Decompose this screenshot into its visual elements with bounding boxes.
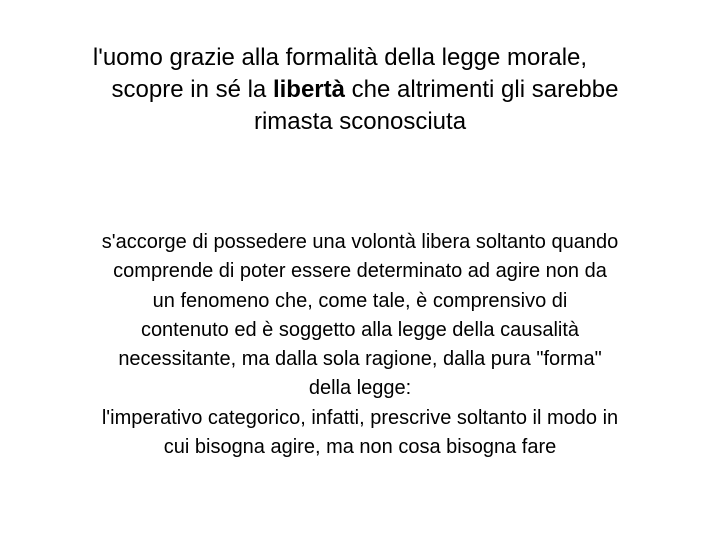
- body-line: cui bisogna agire, ma non cosa bisogna fare: [163, 436, 557, 459]
- body-text: [30, 228, 690, 462]
- body-line: contenuto ed è soggetto alla legge della causalità: [140, 318, 580, 341]
- slide-title: [40, 42, 680, 138]
- title-text: che altrimenti gli sarebbe: [344, 76, 619, 103]
- body-line: s'accorge di possedere una volontà libera soltanto quando: [101, 231, 619, 253]
- title-text: scopre in sé la: [111, 76, 273, 103]
- body-line: della legge:: [308, 377, 412, 400]
- body-line: comprende di poter essere determinato ad agire non da: [113, 260, 607, 283]
- title-line: [50, 74, 680, 106]
- title-line: rimasta sconosciuta: [253, 108, 467, 135]
- highlighted-word: libertà: [272, 76, 345, 103]
- body-line: un fenomeno che, come tale, è comprensivo di: [152, 289, 568, 312]
- title-line: l'uomo grazie alla formalità della legge morale,: [92, 44, 588, 71]
- body-line: necessitante, ma dalla sola ragione, dalla pura "forma": [118, 348, 602, 371]
- body-line: l'imperativo categorico, infatti, prescrive soltanto il modo in: [101, 406, 619, 429]
